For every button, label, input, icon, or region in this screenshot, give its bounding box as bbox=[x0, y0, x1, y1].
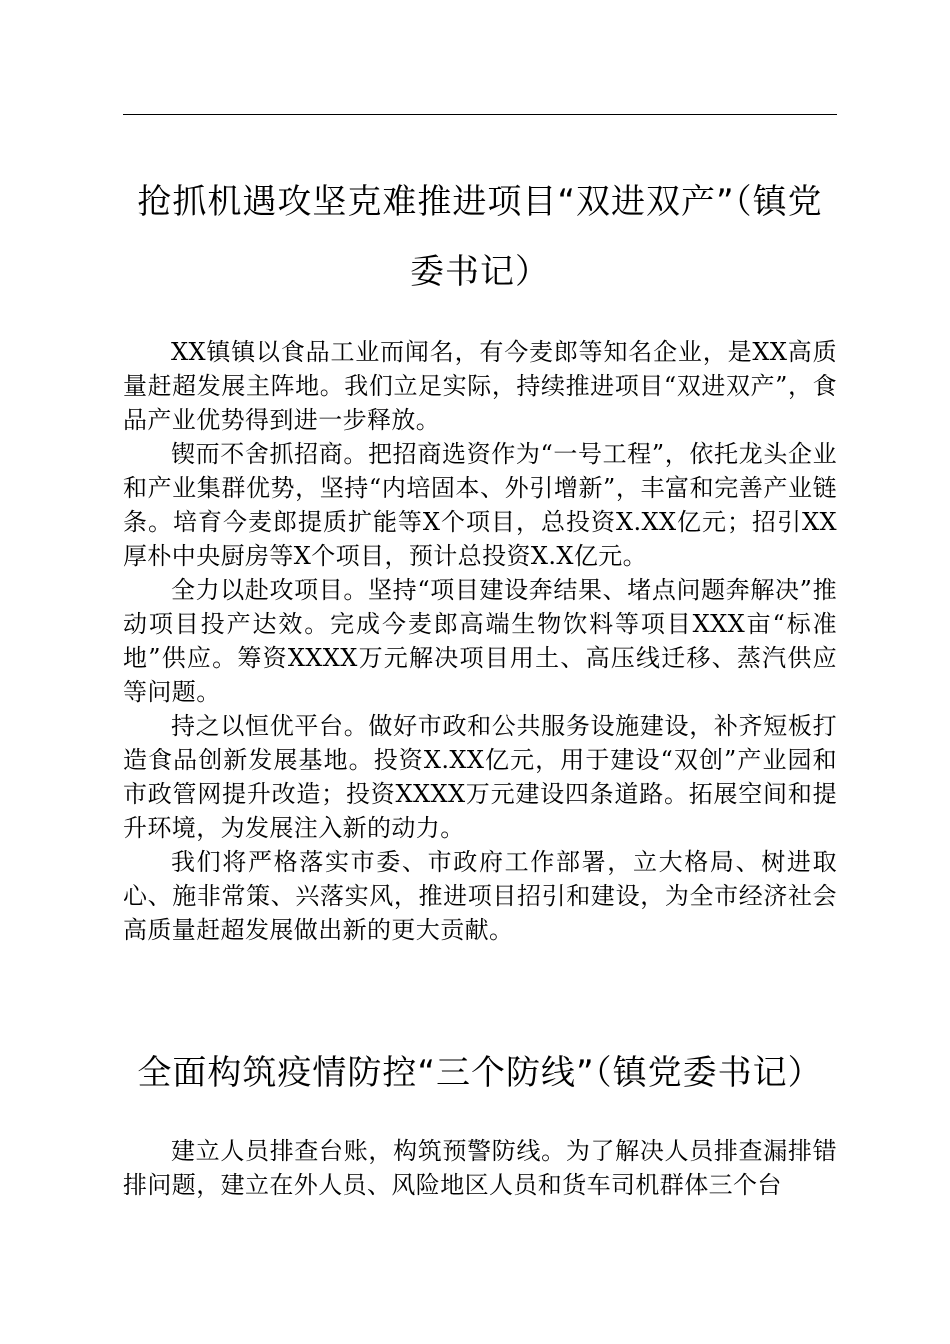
top-horizontal-rule bbox=[123, 114, 837, 115]
article-2-body bbox=[123, 1134, 837, 1202]
article-1-paragraph-conclusion: 我们将严格落实市委、市政府工作部署，立大格局、树进取心、施非常策、兴落实风，推进项目招引和建设，为全市经济社会高质量赶超发展做出新的更大贡献。 bbox=[123, 848, 837, 944]
article-1-title: 抢抓机遇攻坚克难推进项目“双进双产”（镇党委书记） bbox=[137, 182, 823, 292]
article-1-paragraph-intro: XX镇镇以食品工业而闻名，有今麦郎等知名企业，是XX高质量赶超发展主阵地。我们立足实际，持续推进项目“双进双产”，食品产业优势得到进一步释放。 bbox=[123, 338, 837, 434]
article-2-title: 全面构筑疫情防控“三个防线”（镇党委书记） bbox=[137, 1053, 823, 1093]
article-1-paragraph-platform: 持之以恒优平台。做好市政和公共服务设施建设，补齐短板打造食品创新发展基地。投资X.XX亿元，用于建设“双创”产业园和市政管网提升改造；投资XXXX万元建设四条道路。拓展空间和提升环境，为发展注入新的动力。 bbox=[123, 712, 837, 842]
article-2 bbox=[123, 1038, 837, 1202]
article-1-paragraph-investment: 锲而不舍抓招商。把招商选资作为“一号工程”，依托龙头企业和产业集群优势，坚持“内培固本、外引增新”，丰富和完善产业链条。培育今麦郎提质扩能等X个项目，总投资X.XX亿元；招引XX厚朴中央厨房等X个项目，预计总投资X.X亿元。 bbox=[123, 440, 837, 570]
article-1-body bbox=[123, 335, 837, 947]
article-1 bbox=[123, 167, 837, 947]
article-1-paragraph-projects: 全力以赴攻项目。坚持“项目建设奔结果、堵点问题奔解决”推动项目投产达效。完成今麦郎高端生物饮料等项目XXX亩“标准地”供应。筹资XXXX万元解决项目用土、高压线迁移、蒸汽供应等问题。 bbox=[123, 576, 837, 706]
article-2-paragraph-1: 建立人员排查台账，构筑预警防线。为了解决人员排查漏排错排问题，建立在外人员、风险地区人员和货车司机群体三个台 bbox=[123, 1137, 837, 1199]
